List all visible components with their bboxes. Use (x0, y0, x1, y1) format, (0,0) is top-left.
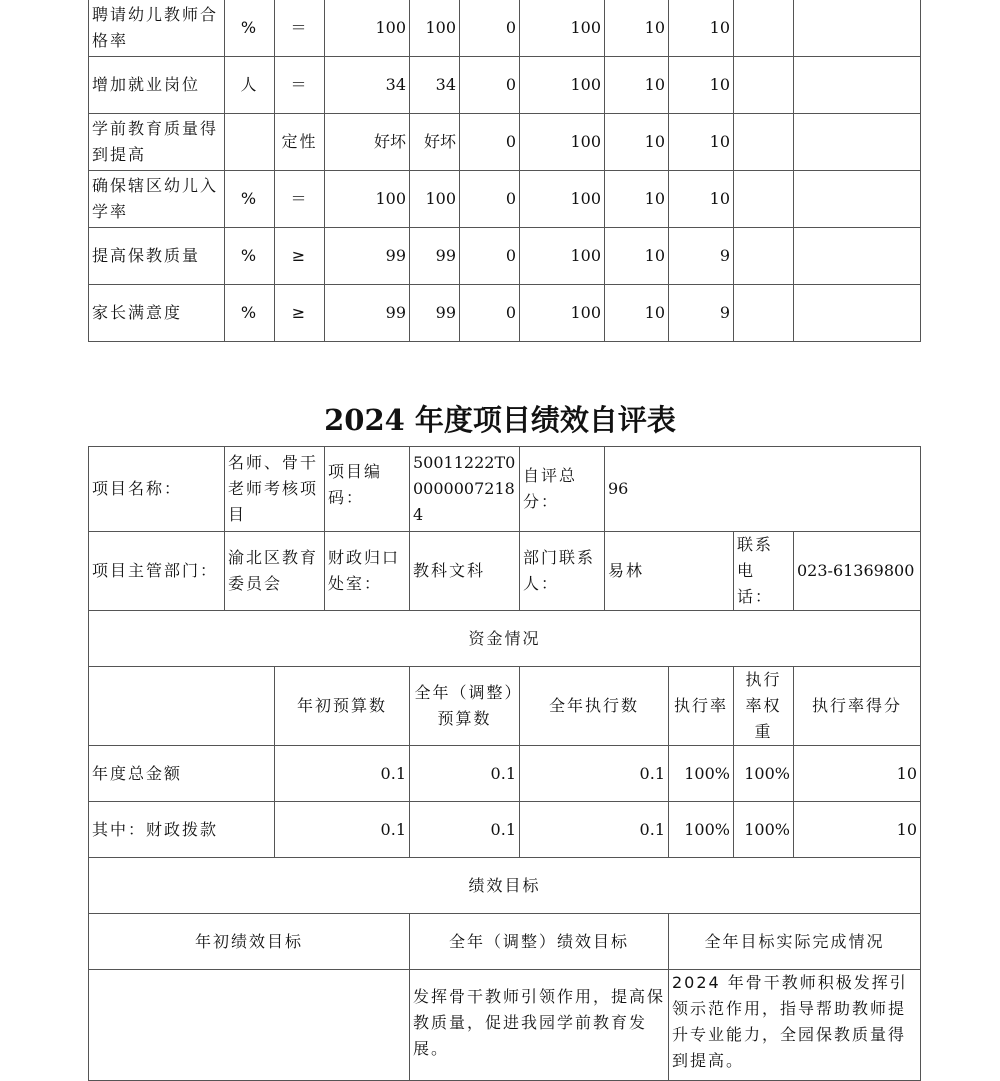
funds-executed: 0.1 (520, 802, 669, 858)
funds-adjusted: 0.1 (410, 746, 520, 802)
indicator-completion: 100 (520, 0, 605, 57)
goals-initial-text (89, 970, 410, 1081)
indicator-operator: ＝ (275, 57, 325, 114)
indicator-score: 10 (669, 0, 734, 57)
project-code-label: 项目编码： (325, 447, 410, 532)
indicator-actual: 99 (410, 228, 460, 285)
project-name-row (89, 447, 921, 532)
indicator-unit (225, 114, 275, 171)
indicator-target: 100 (325, 171, 410, 228)
indicator-name: 聘请幼儿教师合格率 (89, 0, 225, 57)
indicator-note (794, 0, 921, 57)
goals-header-initial: 年初绩效目标 (89, 914, 410, 970)
contact-label: 部门联系人： (520, 532, 605, 611)
indicator-deviation: 0 (460, 57, 520, 114)
goals-header-row (89, 914, 921, 970)
indicator-name: 提高保教质量 (89, 228, 225, 285)
funds-section-row (89, 611, 921, 667)
indicator-row (89, 57, 921, 114)
indicator-note (794, 228, 921, 285)
indicator-weight: 10 (605, 228, 669, 285)
indicator-actual: 34 (410, 57, 460, 114)
indicator-operator: ＝ (275, 0, 325, 57)
indicator-operator: ≥ (275, 285, 325, 342)
indicator-remark (734, 171, 794, 228)
funds-weight: 100% (734, 746, 794, 802)
indicator-completion: 100 (520, 285, 605, 342)
indicator-target: 99 (325, 285, 410, 342)
indicator-row (89, 228, 921, 285)
indicator-deviation: 0 (460, 285, 520, 342)
indicator-completion: 100 (520, 171, 605, 228)
funds-header-executed: 全年执行数 (520, 667, 669, 746)
funds-initial: 0.1 (275, 746, 410, 802)
indicator-weight: 10 (605, 171, 669, 228)
indicator-target: 99 (325, 228, 410, 285)
funds-header-score: 执行率得分 (794, 667, 921, 746)
indicator-unit: % (225, 285, 275, 342)
self-score-value: 96 (605, 447, 921, 532)
funds-rate: 100% (669, 802, 734, 858)
goals-header-actual: 全年目标实际完成情况 (669, 914, 921, 970)
phone-value: 023-61369800 (794, 532, 921, 611)
indicator-actual: 100 (410, 0, 460, 57)
indicator-operator: ≥ (275, 228, 325, 285)
indicator-row (89, 0, 921, 57)
indicator-weight: 10 (605, 114, 669, 171)
indicator-remark (734, 114, 794, 171)
indicator-score: 9 (669, 228, 734, 285)
indicator-unit: % (225, 228, 275, 285)
goals-section-header: 绩效目标 (89, 858, 921, 914)
indicator-operator: 定性 (275, 114, 325, 171)
indicator-remark (734, 228, 794, 285)
indicator-weight: 10 (605, 285, 669, 342)
indicator-score: 9 (669, 285, 734, 342)
indicator-row (89, 171, 921, 228)
project-name-label: 项目名称： (89, 447, 225, 532)
funds-row (89, 802, 921, 858)
goals-content-row (89, 970, 921, 1081)
finance-office-label: 财政归口处室： (325, 532, 410, 611)
indicator-deviation: 0 (460, 171, 520, 228)
funds-row-label: 其中：财政拨款 (89, 802, 275, 858)
finance-office-value: 教科文科 (410, 532, 520, 611)
funds-rate: 100% (669, 746, 734, 802)
department-value: 渝北区教育委员会 (225, 532, 325, 611)
goals-actual-text: 2024 年骨干教师积极发挥引领示范作用，指导帮助教师提升专业能力，全园保教质量得到提高。 (669, 970, 921, 1081)
self-score-label: 自评总分： (520, 447, 605, 532)
indicator-weight: 10 (605, 0, 669, 57)
funds-header-adjusted: 全年（调整）预算数 (410, 667, 520, 746)
indicator-note (794, 114, 921, 171)
indicator-score: 10 (669, 57, 734, 114)
indicator-operator: ＝ (275, 171, 325, 228)
funds-header-blank (89, 667, 275, 746)
indicator-name: 学前教育质量得到提高 (89, 114, 225, 171)
indicator-remark (734, 0, 794, 57)
indicator-score: 10 (669, 171, 734, 228)
indicator-unit: 人 (225, 57, 275, 114)
indicator-unit: % (225, 171, 275, 228)
funds-row (89, 746, 921, 802)
department-row (89, 532, 921, 611)
indicator-remark (734, 57, 794, 114)
funds-initial: 0.1 (275, 802, 410, 858)
indicator-actual: 好坏 (410, 114, 460, 171)
funds-header-row (89, 667, 921, 746)
indicator-deviation: 0 (460, 228, 520, 285)
indicator-row (89, 114, 921, 171)
self-evaluation-table (88, 446, 921, 1081)
funds-row-label: 年度总金额 (89, 746, 275, 802)
indicator-name: 确保辖区幼儿入学率 (89, 171, 225, 228)
indicator-name: 增加就业岗位 (89, 57, 225, 114)
page-title: 2024 年度项目绩效自评表 (324, 403, 676, 437)
indicator-note (794, 285, 921, 342)
indicator-target: 好坏 (325, 114, 410, 171)
indicator-completion: 100 (520, 228, 605, 285)
indicator-note (794, 171, 921, 228)
indicator-score: 10 (669, 114, 734, 171)
funds-adjusted: 0.1 (410, 802, 520, 858)
indicator-actual: 99 (410, 285, 460, 342)
indicator-completion: 100 (520, 57, 605, 114)
indicator-target: 34 (325, 57, 410, 114)
indicator-target: 100 (325, 0, 410, 57)
goals-section-row (89, 858, 921, 914)
indicator-unit: % (225, 0, 275, 57)
goals-adjusted-text: 发挥骨干教师引领作用，提高保教质量，促进我园学前教育发展。 (410, 970, 669, 1081)
contact-value: 易林 (605, 532, 734, 611)
indicator-name: 家长满意度 (89, 285, 225, 342)
indicator-actual: 100 (410, 171, 460, 228)
indicator-note (794, 57, 921, 114)
funds-score: 10 (794, 802, 921, 858)
project-code-value: 50011222T000000072184 (410, 447, 520, 532)
funds-executed: 0.1 (520, 746, 669, 802)
indicator-deviation: 0 (460, 114, 520, 171)
department-label: 项目主管部门： (89, 532, 225, 611)
funds-header-weight: 执行率权重 (734, 667, 794, 746)
indicator-row (89, 285, 921, 342)
goals-header-adjusted: 全年（调整）绩效目标 (410, 914, 669, 970)
project-name-value: 名师、骨干老师考核项目 (225, 447, 325, 532)
funds-header-rate: 执行率 (669, 667, 734, 746)
indicator-remark (734, 285, 794, 342)
indicator-deviation: 0 (460, 0, 520, 57)
funds-score: 10 (794, 746, 921, 802)
funds-header-initial: 年初预算数 (275, 667, 410, 746)
funds-section-header: 资金情况 (89, 611, 921, 667)
indicator-table (88, 0, 921, 342)
indicator-weight: 10 (605, 57, 669, 114)
funds-weight: 100% (734, 802, 794, 858)
indicator-completion: 100 (520, 114, 605, 171)
phone-label: 联系电话： (734, 532, 794, 611)
